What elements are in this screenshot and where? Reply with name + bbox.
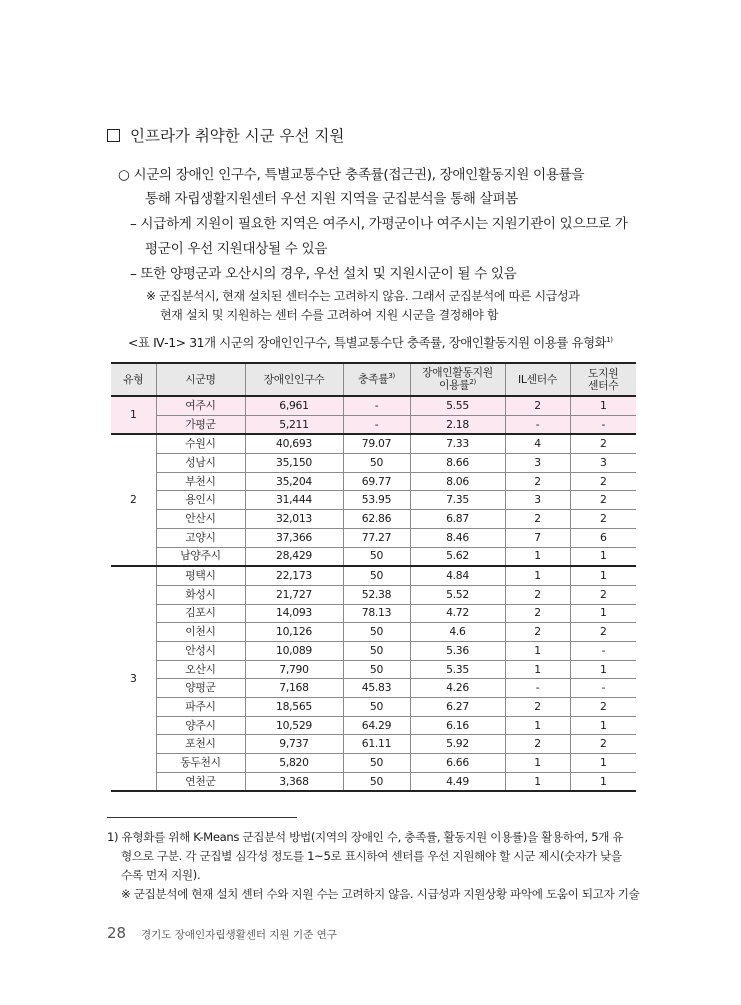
- city-cell: 안성시: [156, 641, 245, 660]
- il-cell: 1: [505, 772, 570, 791]
- population-cell: 31,444: [245, 491, 343, 510]
- header-usage-sup: 2): [469, 378, 476, 387]
- table-row: [111, 434, 636, 453]
- table-row: [111, 604, 636, 623]
- city-cell: 양주시: [156, 716, 245, 735]
- header-population: 장애인인구수: [245, 363, 343, 396]
- il-cell: 1: [505, 754, 570, 773]
- bullet-line: ○ 시군의 장애인 인구수, 특별교통수단 충족률(접근권), 장애인활동지원 이용률을: [118, 167, 585, 183]
- population-cell: 7,790: [245, 660, 343, 679]
- rate-cell: 45.83: [343, 679, 410, 698]
- rate-cell: 53.95: [343, 491, 410, 510]
- bullet-line: 통해 자립생활지원센터 우선 지원 지역을 군집분석을 통해 살펴봄: [145, 191, 518, 207]
- rate-cell: 52.38: [343, 585, 410, 604]
- do-cell: 2: [570, 472, 636, 491]
- table-row: [111, 679, 636, 698]
- table-row: [111, 547, 636, 566]
- do-cell: 1: [570, 604, 636, 623]
- rate-cell: 50: [343, 698, 410, 717]
- dash-line: – 또한 양평군과 오산시의 경우, 우선 설치 및 지원시군이 될 수 있음: [130, 266, 517, 282]
- header-city: 시군명: [156, 363, 245, 396]
- type-cell: 3: [111, 566, 156, 791]
- usage-cell: 5.35: [410, 660, 505, 679]
- do-cell: 1: [570, 772, 636, 791]
- city-cell: 평택시: [156, 566, 245, 585]
- rate-cell: 78.13: [343, 604, 410, 623]
- note-line: ※ 군집분석시, 현재 설치된 센터수는 고려하지 않음. 그래서 군집분석에 따른 시급성과: [146, 289, 580, 303]
- rate-cell: 50: [343, 754, 410, 773]
- il-cell: 2: [505, 510, 570, 529]
- rate-cell: 61.11: [343, 735, 410, 754]
- do-cell: 1: [570, 547, 636, 566]
- population-cell: 40,693: [245, 434, 343, 453]
- city-cell: 오산시: [156, 660, 245, 679]
- table-row: [111, 566, 636, 585]
- table-caption-text: <표 Ⅳ-1> 31개 시군의 장애인인구수, 특별교통수단 충족률, 장애인활동지원 이용률 유형화: [128, 335, 607, 350]
- table-row: [111, 716, 636, 735]
- do-cell: 1: [570, 660, 636, 679]
- il-cell: 1: [505, 547, 570, 566]
- population-cell: 22,173: [245, 566, 343, 585]
- rate-cell: 69.77: [343, 472, 410, 491]
- rate-cell: -: [343, 396, 410, 415]
- rate-cell: 50: [343, 547, 410, 566]
- il-cell: 1: [505, 641, 570, 660]
- il-cell: 1: [505, 660, 570, 679]
- il-cell: 2: [505, 585, 570, 604]
- city-cell: 부천시: [156, 472, 245, 491]
- usage-cell: 4.26: [410, 679, 505, 698]
- il-cell: 1: [505, 716, 570, 735]
- usage-cell: 7.35: [410, 491, 505, 510]
- usage-cell: 4.72: [410, 604, 505, 623]
- footnote-line: ※ 군집분석에 현재 설치 센터 수와 지원 수는 고려하지 않음. 시급성과 지원상황 파악에 도움이 되고자 기술: [121, 887, 640, 901]
- il-cell: 2: [505, 735, 570, 754]
- usage-cell: 5.92: [410, 735, 505, 754]
- header-rate: [343, 363, 410, 396]
- usage-cell: 4.6: [410, 623, 505, 642]
- dash-line: – 시급하게 지원이 필요한 지역은 여주시, 가평군이나 여주시는 지원기관이 있으므로 가: [130, 216, 628, 232]
- city-cell: 연천군: [156, 772, 245, 791]
- header-usage-line2: [411, 379, 505, 391]
- population-cell: 32,013: [245, 510, 343, 529]
- table-row: [111, 660, 636, 679]
- usage-cell: 5.55: [410, 396, 505, 415]
- table-caption: [128, 333, 613, 351]
- do-cell: -: [570, 679, 636, 698]
- rate-cell: 64.29: [343, 716, 410, 735]
- section-heading: [107, 124, 344, 146]
- city-cell: 포천시: [156, 735, 245, 754]
- usage-cell: 5.62: [410, 547, 505, 566]
- il-cell: 2: [505, 472, 570, 491]
- do-cell: 1: [570, 566, 636, 585]
- usage-cell: 8.06: [410, 472, 505, 491]
- population-cell: 14,093: [245, 604, 343, 623]
- table-row: [111, 698, 636, 717]
- table-row: [111, 772, 636, 791]
- data-table: [111, 362, 636, 792]
- rate-cell: 50: [343, 623, 410, 642]
- do-cell: 2: [570, 491, 636, 510]
- population-cell: 7,168: [245, 679, 343, 698]
- usage-cell: 6.87: [410, 510, 505, 529]
- table-row: [111, 623, 636, 642]
- table-header-row: [111, 363, 636, 396]
- il-cell: -: [505, 415, 570, 434]
- rate-cell: 79.07: [343, 434, 410, 453]
- usage-cell: 4.84: [410, 566, 505, 585]
- dash-line: 평군이 우선 지원대상될 수 있음: [145, 241, 328, 257]
- population-cell: 10,126: [245, 623, 343, 642]
- population-cell: 37,366: [245, 528, 343, 547]
- page-number: 28: [107, 924, 127, 942]
- rate-cell: 50: [343, 772, 410, 791]
- do-cell: 2: [570, 510, 636, 529]
- usage-cell: 2.18: [410, 415, 505, 434]
- header-usage: [410, 363, 505, 396]
- header-rate-sup: 3): [388, 372, 395, 381]
- population-cell: 10,089: [245, 641, 343, 660]
- city-cell: 이천시: [156, 623, 245, 642]
- usage-cell: 6.66: [410, 754, 505, 773]
- population-cell: 6,961: [245, 396, 343, 415]
- table-row: [111, 641, 636, 660]
- rate-cell: 50: [343, 454, 410, 473]
- table-row: [111, 754, 636, 773]
- rate-cell: 50: [343, 641, 410, 660]
- header-do-centers: [570, 363, 636, 396]
- header-do-line1: 도지원: [588, 366, 619, 380]
- il-cell: 2: [505, 623, 570, 642]
- do-cell: 2: [570, 434, 636, 453]
- header-usage-line2-text: 이용률: [439, 378, 470, 392]
- usage-cell: 8.66: [410, 454, 505, 473]
- population-cell: 9,737: [245, 735, 343, 754]
- table-row: [111, 454, 636, 473]
- usage-cell: 8.46: [410, 528, 505, 547]
- city-cell: 양평군: [156, 679, 245, 698]
- il-cell: 2: [505, 396, 570, 415]
- do-cell: 6: [570, 528, 636, 547]
- usage-cell: 7.33: [410, 434, 505, 453]
- population-cell: 5,211: [245, 415, 343, 434]
- header-il-centers: IL센터수: [505, 363, 570, 396]
- header-do-line2: 센터수: [588, 378, 619, 392]
- do-cell: 2: [570, 623, 636, 642]
- do-cell: 1: [570, 396, 636, 415]
- population-cell: 28,429: [245, 547, 343, 566]
- table-row: [111, 585, 636, 604]
- population-cell: 35,204: [245, 472, 343, 491]
- table-row: [111, 735, 636, 754]
- table-row: [111, 491, 636, 510]
- city-cell: 동두천시: [156, 754, 245, 773]
- header-usage-line1: 장애인활동지원: [422, 366, 493, 380]
- rate-cell: -: [343, 415, 410, 434]
- city-cell: 수원시: [156, 434, 245, 453]
- il-cell: 2: [505, 698, 570, 717]
- usage-cell: 5.36: [410, 641, 505, 660]
- il-cell: -: [505, 679, 570, 698]
- header-rate-text: 충족률: [358, 372, 389, 386]
- population-cell: 10,529: [245, 716, 343, 735]
- section-heading-text: 인프라가 취약한 시군 우선 지원: [130, 127, 345, 145]
- population-cell: 3,368: [245, 772, 343, 791]
- footnote-line: 형으로 구분. 각 군집별 심각성 정도를 1~5로 표시하여 센터를 우선 지원해야 할 시군 제시(숫자가 낮을: [121, 849, 622, 863]
- running-title: 경기도 장애인자립생활센터 지원 기준 연구: [141, 929, 337, 941]
- city-cell: 안산시: [156, 510, 245, 529]
- table-row: [111, 510, 636, 529]
- do-cell: 1: [570, 716, 636, 735]
- type-cell: 1: [111, 396, 156, 434]
- city-cell: 화성시: [156, 585, 245, 604]
- population-cell: 5,820: [245, 754, 343, 773]
- header-type: 유형: [111, 363, 156, 396]
- city-cell: 김포시: [156, 604, 245, 623]
- il-cell: 7: [505, 528, 570, 547]
- population-cell: 18,565: [245, 698, 343, 717]
- usage-cell: 6.16: [410, 716, 505, 735]
- do-cell: 2: [570, 585, 636, 604]
- rate-cell: 50: [343, 660, 410, 679]
- rate-cell: 77.27: [343, 528, 410, 547]
- city-cell: 파주시: [156, 698, 245, 717]
- type-cell: 2: [111, 434, 156, 566]
- usage-cell: 5.52: [410, 585, 505, 604]
- do-cell: 3: [570, 454, 636, 473]
- population-cell: 21,727: [245, 585, 343, 604]
- city-cell: 가평군: [156, 415, 245, 434]
- note-line: 현재 설치 및 지원하는 센터 수를 고려하여 지원 시군을 결정해야 함: [160, 308, 499, 322]
- table-row: [111, 472, 636, 491]
- table-body: [111, 396, 636, 791]
- do-cell: -: [570, 415, 636, 434]
- city-cell: 성남시: [156, 454, 245, 473]
- city-cell: 고양시: [156, 528, 245, 547]
- do-cell: 2: [570, 735, 636, 754]
- table-row: [111, 528, 636, 547]
- city-cell: 남양주시: [156, 547, 245, 566]
- il-cell: 2: [505, 604, 570, 623]
- checkbox-square-icon: [107, 129, 120, 142]
- il-cell: 3: [505, 491, 570, 510]
- rate-cell: 62.86: [343, 510, 410, 529]
- il-cell: 4: [505, 434, 570, 453]
- footnote-rule: [107, 817, 297, 818]
- do-cell: -: [570, 641, 636, 660]
- city-cell: 여주시: [156, 396, 245, 415]
- table-caption-sup: 1): [606, 335, 613, 344]
- city-cell: 용인시: [156, 491, 245, 510]
- do-cell: 1: [570, 754, 636, 773]
- footnote-line: 수록 먼저 지원).: [121, 868, 201, 882]
- il-cell: 1: [505, 566, 570, 585]
- table-row: [111, 396, 636, 415]
- rate-cell: 50: [343, 566, 410, 585]
- usage-cell: 6.27: [410, 698, 505, 717]
- il-cell: 3: [505, 454, 570, 473]
- footnote-line: 1) 유형화를 위해 K-Means 군집분석 방법(지역의 장애인 수, 충족률, 활동지원 이용률)을 활용하여, 5개 유: [107, 830, 624, 844]
- usage-cell: 4.49: [410, 772, 505, 791]
- population-cell: 35,150: [245, 454, 343, 473]
- do-cell: 2: [570, 698, 636, 717]
- table-row: [111, 415, 636, 434]
